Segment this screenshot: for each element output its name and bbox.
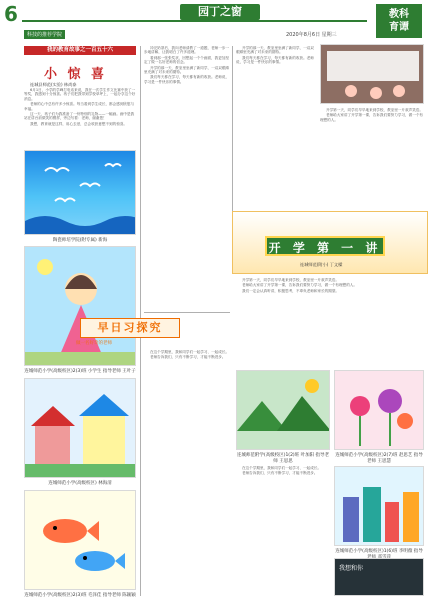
painting-caption: 连城师范小学(高级校区)2(7)班 赵思艺 指导老师 王思慧	[335, 453, 423, 464]
right-article-body	[236, 46, 316, 206]
seagulls-illustration	[25, 151, 136, 235]
student-painting-flowers	[334, 370, 424, 450]
article-paragraph: 开学第一天，同学们早早地来到学校，教室里一片欢声笑语。	[326, 108, 424, 112]
article-paragraph: 开学的那一天，教室里坐满了新同学，一双双眼睛里充满了对未来的期待。	[144, 65, 230, 75]
student-painting-night	[334, 558, 424, 596]
student-painting-seagulls	[24, 150, 136, 235]
article-paragraph: 开学的那一天，教室里坐满了新同学，一双双眼睛里充满了对未来的期待。	[236, 46, 314, 55]
flowers-illustration	[335, 371, 424, 450]
painting-caption: 连城师范小学(高级校区)1(6)班 李明薇 指导	[335, 549, 423, 554]
section-subtitle: 做一名好奇的老师	[76, 341, 112, 346]
article-paragraph: 我们每天都在学习，每天都有新的收获。老师说，学习是一件快乐的事情。	[236, 55, 314, 65]
night-painting-label: 我想和你	[339, 565, 364, 572]
column-divider	[232, 46, 233, 211]
student-painting-fish	[24, 490, 136, 590]
article-paragraph: 6月1日，小学的学峰打电话来说，我在一次学生作文比赛中获了一等奖，我感到十分惊喜。孩子们把我带到学校草坪上，一起分享这个好消息。	[24, 88, 136, 101]
student-painting-houses	[24, 378, 136, 478]
column-logo-line1: 教科	[389, 9, 409, 20]
houses-illustration	[25, 379, 136, 478]
section-banner: 我的教育故事之一百五十六	[24, 46, 136, 55]
column-logo	[376, 4, 422, 38]
painting-caption: 陶瓷师培学院(附专属) 新海	[52, 238, 108, 243]
article-paragraph: 老师给大家讲了开学第一课，告诉我们要努力学习，做一个有理想的人。	[320, 113, 424, 122]
city-illustration	[335, 467, 424, 546]
student-painting-landscape	[236, 370, 330, 450]
landscape-illustration	[237, 371, 330, 450]
fish-illustration	[25, 491, 136, 590]
kaixue-article-body	[236, 278, 428, 368]
zaori-article-body	[144, 350, 230, 595]
kaixue-title: 开 学 第 一 讲	[265, 236, 385, 256]
article-paragraph: 老师给大家讲了开学第一课，告诉我们要努力学习，做一个有理想的人。	[242, 283, 357, 288]
publication-label: 科技的推荐学院	[24, 30, 65, 39]
lower-article-body	[236, 466, 330, 594]
classroom-photo	[320, 44, 424, 104]
article-paragraph: 我们一定会认真听讲，积极思考，不辜负老师和家长的期望。	[242, 288, 340, 293]
middle-article-body	[144, 46, 230, 308]
article-title: 小 惊 喜	[44, 67, 108, 82]
article-byline: 连城县师范(实验) 林尚泰	[30, 82, 77, 87]
section-title-zaori: 早日习探究	[80, 318, 180, 338]
article-paragraph: 我想，教育就是这样，用心去爱，总会收获意想不到的惊喜。	[30, 121, 128, 126]
article-paragraph: 在这个学期里，我和同学们一起学习、一起成长。	[242, 466, 322, 470]
section-divider	[144, 312, 230, 313]
painting-caption: 连城师范小学(高级校区) 林海清	[48, 481, 112, 486]
article-paragraph: 看到那一张张奖状，回想起一个个画面，我更加坚定了做一名好老师的信念。	[144, 55, 230, 65]
column-logo-line2: 育谭	[389, 22, 409, 33]
student-painting-city	[334, 466, 424, 546]
article-paragraph: 老师告诉我们，只有不断学习，才能不断进步。	[242, 471, 318, 476]
right-article-continuation	[320, 108, 424, 208]
page-number: 6	[4, 2, 18, 26]
article-paragraph: 老师告诉我们，只有不断学习，才能不断进步。	[150, 355, 226, 360]
painting-caption: 连城师范附学(高级校区)1(2)班 叶加阳 指导老师 王思思	[236, 453, 330, 464]
article-paragraph: 开学第一天，同学们早早地来到学校，教室里一片欢声笑语。	[242, 278, 340, 282]
classroom-illustration	[321, 45, 424, 104]
kaixue-byline: 连城师范(附小) 丁文樑	[300, 262, 343, 267]
article-paragraph: 这一天，孩子们为我准备了一份特别的礼物——一幅画。画中是我站在讲台前微笑的模样，旁边写着：老师，谢谢您！	[24, 112, 135, 121]
article-paragraph: 我们每天都在学习，每天都有新的收获。老师说，学习是一件快乐的事情。	[144, 75, 230, 84]
article-paragraph: 冲完奶茶后，我向老师请教了一道题，老师一步一步地讲解，让我明白了许多道理。	[144, 46, 230, 55]
article-paragraph: 老师的心中总有许多小惊喜。每当看到学生成长，都会感到欣慰与幸福。	[24, 102, 135, 111]
student-painting-girl	[24, 246, 136, 366]
painting-caption: 连城师范小学(高级校区)2(3)班 毛泽佳 指导老师 陈颖颖	[24, 593, 136, 598]
page-header	[0, 0, 430, 40]
article-body	[24, 88, 136, 148]
publication-date: 2020年8月6日 星期三	[286, 32, 337, 38]
article-paragraph: 在这个学期里，我和同学们一起学习、一起成长。	[150, 350, 230, 354]
header-rule	[22, 20, 367, 22]
column-title: 园丁之窗	[180, 4, 260, 20]
girl-illustration	[25, 247, 136, 366]
painting-caption: 连城师范小学(高级校区)2(3)班 小学生 指导老师 王叶子	[24, 369, 136, 374]
